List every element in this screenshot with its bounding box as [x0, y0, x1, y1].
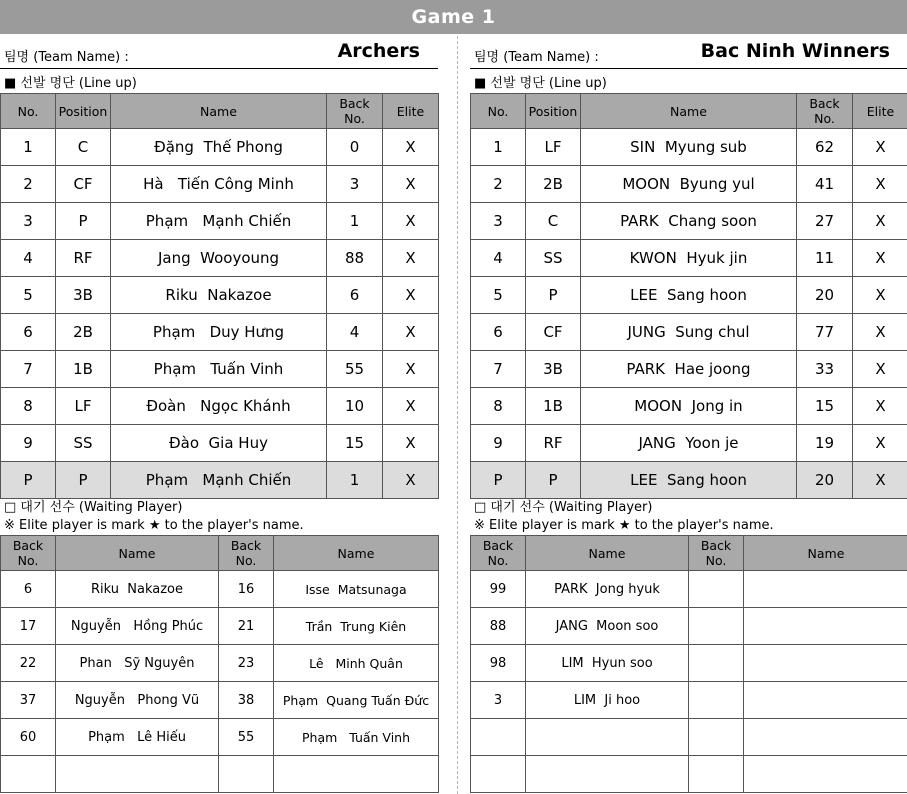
back-number: 20 — [797, 277, 853, 314]
header-back-no: Back No. — [1, 536, 56, 571]
waiting-row — [1, 756, 439, 793]
waiting-player-name: Lê Minh Quân — [274, 645, 439, 682]
elite-mark: X — [383, 277, 439, 314]
header-back-no: Back No. — [471, 536, 526, 571]
back-number: 0 — [327, 129, 383, 166]
player-name: JANG Yoon je — [581, 425, 797, 462]
elite-mark: X — [853, 277, 907, 314]
waiting-player-name: LIM Hyun soo — [526, 645, 689, 682]
header-position: Position — [526, 94, 581, 129]
batting-order: 4 — [471, 240, 526, 277]
waiting-player-name: Phạm Tuấn Vinh — [274, 719, 439, 756]
waiting-player-name: PARK Jong hyuk — [526, 571, 689, 608]
player-name: Đoàn Ngọc Khánh — [111, 388, 327, 425]
lineup-row — [471, 388, 907, 425]
elite-mark: X — [853, 388, 907, 425]
elite-mark: X — [383, 203, 439, 240]
lineup-row — [471, 425, 907, 462]
position: RF — [526, 425, 581, 462]
position: SS — [56, 425, 111, 462]
lineup-table — [0, 93, 439, 499]
team-name-row — [0, 34, 438, 69]
waiting-player-name: Nguyễn Hồng Phúc — [56, 608, 219, 645]
waiting-back-number: 99 — [471, 571, 526, 608]
batting-order: 3 — [1, 203, 56, 240]
lineup-header-row — [1, 94, 439, 129]
waiting-player-name — [274, 756, 439, 793]
team-panel-right — [470, 34, 907, 793]
waiting-player-name: JANG Moon soo — [526, 608, 689, 645]
header-name: Name — [526, 536, 689, 571]
back-number: 3 — [327, 166, 383, 203]
game-title: Game 1 — [0, 0, 907, 34]
elite-mark: X — [383, 351, 439, 388]
player-name: LEE Sang hoon — [581, 277, 797, 314]
header-back-no: Back No. — [219, 536, 274, 571]
team-name-row — [470, 34, 907, 69]
lineup-row — [1, 203, 439, 240]
back-number: 10 — [327, 388, 383, 425]
waiting-back-number: 3 — [471, 682, 526, 719]
lineup-header-row — [471, 94, 907, 129]
position: CF — [526, 314, 581, 351]
waiting-player-name — [526, 756, 689, 793]
batting-order: P — [1, 462, 56, 499]
elite-mark: X — [383, 425, 439, 462]
waiting-player-name — [744, 682, 907, 719]
batting-order: 8 — [1, 388, 56, 425]
waiting-back-number: 17 — [1, 608, 56, 645]
lineup-row — [471, 277, 907, 314]
player-name: LEE Sang hoon — [581, 462, 797, 499]
waiting-table — [0, 535, 439, 793]
header-back-no: Back No. — [797, 94, 853, 129]
position: CF — [56, 166, 111, 203]
waiting-row — [471, 645, 907, 682]
position: 3B — [56, 277, 111, 314]
batting-order: 9 — [471, 425, 526, 462]
lineup-row — [471, 203, 907, 240]
waiting-player-name: Trần Trung Kiên — [274, 608, 439, 645]
lineup-row — [471, 166, 907, 203]
back-number: 1 — [327, 462, 383, 499]
waiting-row — [471, 682, 907, 719]
header-name: Name — [56, 536, 219, 571]
position: LF — [56, 388, 111, 425]
elite-mark: X — [853, 166, 907, 203]
header-elite: Elite — [853, 94, 907, 129]
waiting-back-number: 6 — [1, 571, 56, 608]
waiting-player-name: Riku Nakazoe — [56, 571, 219, 608]
lineup-row — [471, 462, 907, 499]
back-number: 4 — [327, 314, 383, 351]
team-panel-left — [0, 34, 438, 793]
header-elite: Elite — [383, 94, 439, 129]
waiting-back-number — [689, 571, 744, 608]
waiting-table — [470, 535, 907, 793]
waiting-player-name: Phạm Lê Hiếu — [56, 719, 219, 756]
lineup-row — [1, 277, 439, 314]
elite-mark: X — [383, 129, 439, 166]
waiting-player-name: Phan Sỹ Nguyên — [56, 645, 219, 682]
elite-mark: X — [383, 314, 439, 351]
elite-note: ※ Elite player is mark ★ to the player's name. — [4, 518, 304, 533]
player-name: Phạm Mạnh Chiến — [111, 203, 327, 240]
waiting-row — [471, 719, 907, 756]
back-number: 20 — [797, 462, 853, 499]
waiting-row — [471, 608, 907, 645]
position: P — [56, 462, 111, 499]
waiting-back-number: 98 — [471, 645, 526, 682]
batting-order: 1 — [1, 129, 56, 166]
lineup-row — [1, 129, 439, 166]
waiting-header-row — [471, 536, 907, 571]
back-number: 15 — [327, 425, 383, 462]
lineup-row — [471, 314, 907, 351]
batting-order: 7 — [471, 351, 526, 388]
batting-order: 8 — [471, 388, 526, 425]
position: RF — [56, 240, 111, 277]
position: P — [56, 203, 111, 240]
elite-mark: X — [853, 129, 907, 166]
elite-note: ※ Elite player is mark ★ to the player's name. — [474, 518, 774, 533]
waiting-back-number — [471, 756, 526, 793]
waiting-player-name: LIM Ji hoo — [526, 682, 689, 719]
back-number: 41 — [797, 166, 853, 203]
waiting-player-name — [744, 571, 907, 608]
lineup-row — [1, 351, 439, 388]
player-name: SIN Myung sub — [581, 129, 797, 166]
waiting-header-row — [1, 536, 439, 571]
batting-order: 6 — [1, 314, 56, 351]
header-name: Name — [274, 536, 439, 571]
waiting-back-number — [689, 756, 744, 793]
waiting-back-number: 23 — [219, 645, 274, 682]
waiting-player-name — [744, 719, 907, 756]
elite-mark: X — [383, 388, 439, 425]
waiting-section-label: □ 대기 선수 (Waiting Player) — [4, 500, 183, 515]
header-back-no: Back No. — [327, 94, 383, 129]
batting-order: 5 — [1, 277, 56, 314]
position: 1B — [526, 388, 581, 425]
position: 2B — [56, 314, 111, 351]
player-name: Đào Gia Huy — [111, 425, 327, 462]
waiting-row — [1, 571, 439, 608]
batting-order: 5 — [471, 277, 526, 314]
header-name: Name — [111, 94, 327, 129]
player-name: Jang Wooyoung — [111, 240, 327, 277]
waiting-player-name: Phạm Quang Tuấn Đức — [274, 682, 439, 719]
back-number: 6 — [327, 277, 383, 314]
batting-order: 1 — [471, 129, 526, 166]
waiting-section-label: □ 대기 선수 (Waiting Player) — [474, 500, 653, 515]
lineup-row — [471, 240, 907, 277]
header-back-no: Back No. — [689, 536, 744, 571]
player-name: Phạm Duy Hưng — [111, 314, 327, 351]
waiting-row — [471, 756, 907, 793]
player-name: Riku Nakazoe — [111, 277, 327, 314]
elite-mark: X — [383, 240, 439, 277]
elite-mark: X — [853, 314, 907, 351]
elite-mark: X — [853, 240, 907, 277]
lineup-row — [471, 351, 907, 388]
waiting-back-number — [219, 756, 274, 793]
batting-order: 2 — [1, 166, 56, 203]
back-number: 33 — [797, 351, 853, 388]
position: LF — [526, 129, 581, 166]
team-name: Archers — [337, 40, 420, 62]
waiting-back-number: 16 — [219, 571, 274, 608]
team-name-label: 팀명 (Team Name) : — [474, 50, 599, 65]
lineup-row — [471, 129, 907, 166]
back-number: 62 — [797, 129, 853, 166]
lineup-section-label: ■ 선발 명단 (Line up) — [474, 76, 607, 91]
batting-order: P — [471, 462, 526, 499]
player-name: MOON Jong in — [581, 388, 797, 425]
waiting-player-name: Isse Matsunaga — [274, 571, 439, 608]
position: 2B — [526, 166, 581, 203]
waiting-back-number: 21 — [219, 608, 274, 645]
player-name: PARK Chang soon — [581, 203, 797, 240]
waiting-back-number — [1, 756, 56, 793]
elite-mark: X — [383, 462, 439, 499]
waiting-back-number — [689, 719, 744, 756]
waiting-back-number: 55 — [219, 719, 274, 756]
waiting-player-name — [526, 719, 689, 756]
player-name: Phạm Mạnh Chiến — [111, 462, 327, 499]
panel-divider — [457, 36, 458, 794]
waiting-player-name — [56, 756, 219, 793]
player-name: JUNG Sung chul — [581, 314, 797, 351]
player-name: PARK Hae joong — [581, 351, 797, 388]
header-position: Position — [56, 94, 111, 129]
player-name: Đặng Thế Phong — [111, 129, 327, 166]
lineup-row — [1, 240, 439, 277]
lineup-row — [1, 388, 439, 425]
back-number: 1 — [327, 203, 383, 240]
elite-mark: X — [853, 351, 907, 388]
waiting-row — [1, 719, 439, 756]
position: P — [526, 462, 581, 499]
player-name: MOON Byung yul — [581, 166, 797, 203]
waiting-row — [471, 571, 907, 608]
back-number: 27 — [797, 203, 853, 240]
waiting-back-number — [689, 645, 744, 682]
waiting-row — [1, 682, 439, 719]
lineup-row — [1, 425, 439, 462]
waiting-back-number: 38 — [219, 682, 274, 719]
back-number: 55 — [327, 351, 383, 388]
elite-mark: X — [853, 462, 907, 499]
back-number: 15 — [797, 388, 853, 425]
lineup-row — [1, 462, 439, 499]
batting-order: 3 — [471, 203, 526, 240]
player-name: KWON Hyuk jin — [581, 240, 797, 277]
back-number: 19 — [797, 425, 853, 462]
position: P — [526, 277, 581, 314]
lineup-table — [470, 93, 907, 499]
waiting-back-number: 22 — [1, 645, 56, 682]
batting-order: 7 — [1, 351, 56, 388]
header-name: Name — [744, 536, 907, 571]
header-name: Name — [581, 94, 797, 129]
position: 3B — [526, 351, 581, 388]
batting-order: 4 — [1, 240, 56, 277]
position: 1B — [56, 351, 111, 388]
batting-order: 2 — [471, 166, 526, 203]
player-name: Phạm Tuấn Vinh — [111, 351, 327, 388]
back-number: 88 — [327, 240, 383, 277]
lineup-row — [1, 166, 439, 203]
waiting-player-name — [744, 608, 907, 645]
position: C — [526, 203, 581, 240]
back-number: 77 — [797, 314, 853, 351]
elite-mark: X — [383, 166, 439, 203]
header-no: No. — [471, 94, 526, 129]
header-no: No. — [1, 94, 56, 129]
waiting-row — [1, 608, 439, 645]
waiting-player-name: Nguyễn Phong Vũ — [56, 682, 219, 719]
waiting-back-number: 60 — [1, 719, 56, 756]
waiting-player-name — [744, 645, 907, 682]
back-number: 11 — [797, 240, 853, 277]
waiting-back-number: 37 — [1, 682, 56, 719]
waiting-back-number — [471, 719, 526, 756]
position: SS — [526, 240, 581, 277]
batting-order: 6 — [471, 314, 526, 351]
waiting-back-number — [689, 682, 744, 719]
lineup-section-label: ■ 선발 명단 (Line up) — [4, 76, 137, 91]
batting-order: 9 — [1, 425, 56, 462]
waiting-back-number — [689, 608, 744, 645]
team-name: Bac Ninh Winners — [700, 40, 890, 62]
waiting-row — [1, 645, 439, 682]
position: C — [56, 129, 111, 166]
elite-mark: X — [853, 203, 907, 240]
elite-mark: X — [853, 425, 907, 462]
waiting-player-name — [744, 756, 907, 793]
player-name: Hà Tiến Công Minh — [111, 166, 327, 203]
waiting-back-number: 88 — [471, 608, 526, 645]
team-name-label: 팀명 (Team Name) : — [4, 50, 129, 65]
lineup-row — [1, 314, 439, 351]
